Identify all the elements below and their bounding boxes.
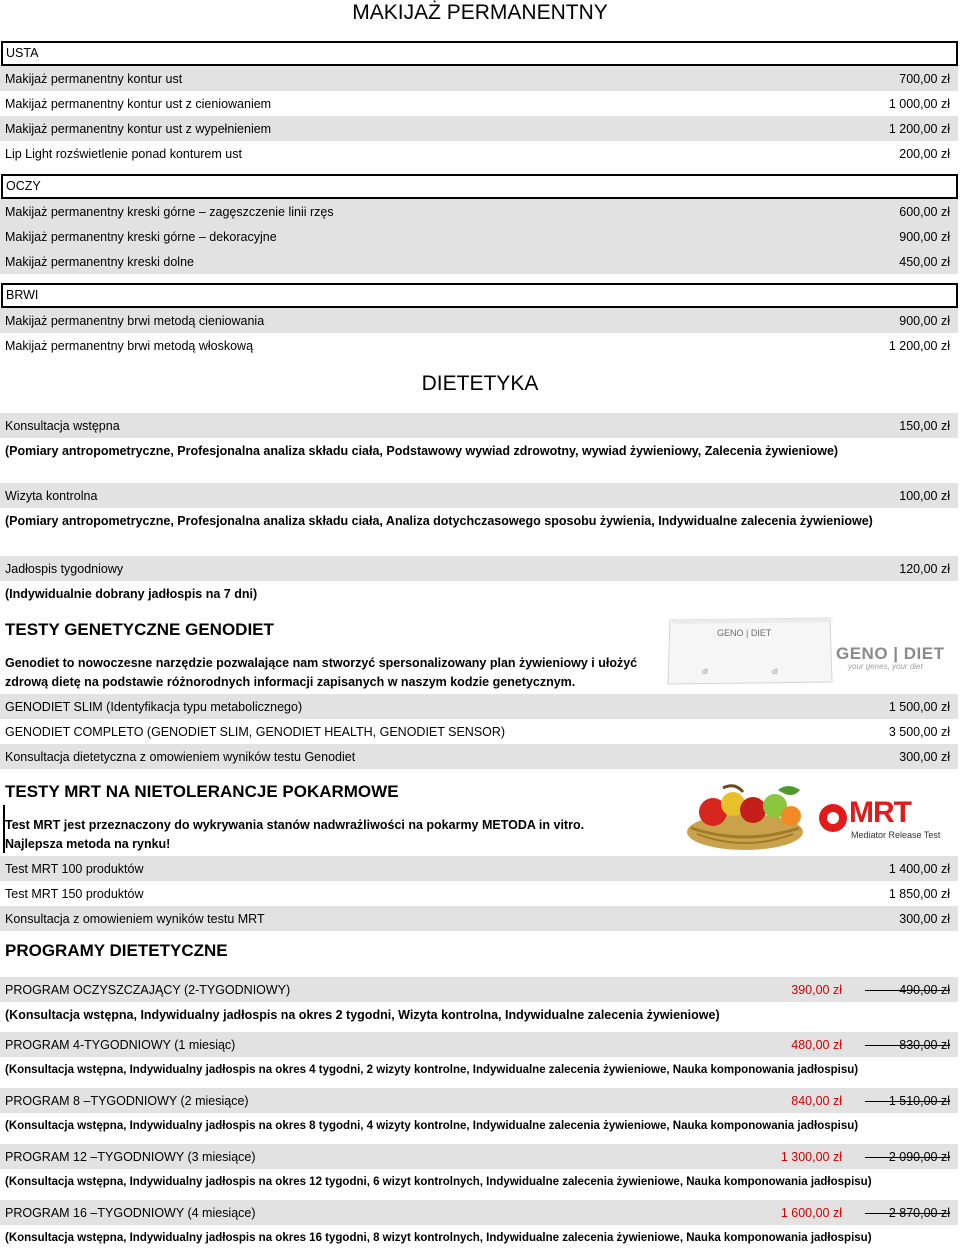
price-row (0, 91, 958, 116)
service-price: 900,00 zł (899, 229, 950, 244)
service-price: 900,00 zł (899, 313, 950, 328)
service-label: Wizyta kontrolna (5, 488, 98, 503)
price-row (0, 413, 958, 438)
program-description: (Konsultacja wstępna, Indywidualny jadłospis na okres 16 tygodni, 8 wizyt kontrolnych, Indywidualne zalecenia żywieniowe, Nauka komponowania jadłospisu) (5, 1231, 872, 1244)
service-price: 300,00 zł (899, 749, 950, 764)
program-label: PROGRAM 12 –TYGODNIOWY (3 miesiące) (5, 1149, 256, 1164)
section-header-usta: USTA (1, 41, 958, 66)
service-label: Makijaż permanentny kreski górne – dekoracyjne (5, 229, 277, 244)
svg-text:df: df (772, 669, 778, 676)
program-old-price (850, 1150, 950, 1164)
mrt-heading: TESTY MRT NA NIETOLERANCJE POKARMOWE (5, 782, 399, 801)
old-price-text: 490,00 zł (899, 982, 950, 997)
program-label: PROGRAM 16 –TYGODNIOWY (4 miesiące) (5, 1205, 256, 1220)
service-label: Makijaż permanentny kontur ust z wypełnieniem (5, 121, 272, 136)
service-price: 1 500,00 zł (888, 699, 950, 714)
section-header-oczy: OCZY (1, 174, 958, 199)
service-label: Konsultacja wstępna (5, 418, 120, 433)
genodiet-tagline: your genes, your diet (848, 662, 923, 671)
service-label: Test MRT 100 produktów (5, 861, 144, 876)
program-old-price (850, 1038, 950, 1052)
price-row (0, 249, 958, 274)
service-price: 600,00 zł (899, 204, 950, 219)
price-row (0, 483, 958, 508)
program-row (0, 977, 958, 1002)
service-label: Makijaż permanentny brwi metodą włoskową (5, 338, 254, 353)
programs-heading: PROGRAMY DIETETYCZNE (5, 941, 228, 960)
fruit-basket-icon (683, 780, 813, 852)
section-header-brwi: BRWI (1, 283, 958, 308)
service-label: Makijaż permanentny kreski dolne (5, 254, 194, 269)
program-label: PROGRAM OCZYSZCZAJĄCY (2-TYGODNIOWY) (5, 982, 291, 997)
program-new-price: 480,00 zł (791, 1037, 842, 1052)
mrt-image (683, 780, 953, 852)
service-price: 450,00 zł (899, 254, 950, 269)
program-old-price (850, 983, 950, 997)
price-row (0, 719, 958, 744)
genodiet-image (662, 616, 954, 688)
service-description: (Pomiary antropometryczne, Profesjonalna analiza składu ciała, Analiza dotychczasowego sposobu żywienia, Indywidualne zalecenia żywieniowe) (5, 513, 873, 528)
program-description: (Konsultacja wstępna, Indywidualny jadłospis na okres 12 tygodni, 6 wizyt kontrolnych, Indywidualne zalecenia żywieniowe, Nauka komponowania jadłospisu) (5, 1175, 872, 1188)
service-price: 300,00 zł (899, 911, 950, 926)
service-price: 100,00 zł (899, 488, 950, 503)
program-old-price (850, 1206, 950, 1220)
service-price: 200,00 zł (899, 146, 950, 161)
program-new-price: 390,00 zł (791, 982, 842, 997)
old-price-text: 830,00 zł (899, 1037, 950, 1052)
service-price: 1 000,00 zł (888, 96, 950, 111)
service-price: 700,00 zł (899, 71, 950, 86)
program-new-price: 840,00 zł (791, 1093, 842, 1108)
service-label: Makijaż permanentny brwi metodą cieniowania (5, 313, 265, 328)
price-row (0, 556, 958, 581)
genodiet-logo: GENO | DIET (836, 644, 945, 663)
price-row (0, 694, 958, 719)
program-description: (Konsultacja wstępna, Indywidualny jadłospis na okres 8 tygodni, 4 wizyty kontrolne, Indywidualne zalecenia żywieniowe, Nauka komponowania jadłospisu) (5, 1119, 859, 1132)
program-description: (Konsultacja wstępna, Indywidualny jadłospis na okres 4 tygodni, 2 wizyty kontrolne, Indywidualne zalecenia żywieniowe, Nauka komponowania jadłospisu) (5, 1063, 859, 1076)
mrt-logo-icon (817, 802, 849, 834)
price-row (0, 308, 958, 333)
genodiet-box-logo: GENO | DIET (717, 628, 772, 638)
service-price: 1 200,00 zł (888, 338, 950, 353)
price-row (0, 333, 958, 358)
program-row (0, 1088, 958, 1113)
service-label: GENODIET COMPLETO (GENODIET SLIM, GENODIET HEALTH, GENODIET SENSOR) (5, 724, 506, 739)
service-description: (Pomiary antropometryczne, Profesjonalna analiza składu ciała, Podstawowy wywiad zdrowotny, wywiad żywieniowy, Zalecenia żywieniowe) (5, 443, 839, 458)
price-row (0, 199, 958, 224)
service-label: Makijaż permanentny kreski górne – zagęszczenie linii rzęs (5, 204, 334, 219)
service-label: GENODIET SLIM (Identyfikacja typu metabolicznego) (5, 699, 303, 714)
service-price: 120,00 zł (899, 561, 950, 576)
service-label: Lip Light rozświetlenie ponad konturem ust (5, 146, 242, 161)
service-label: Konsultacja dietetyczna z omowieniem wyników testu Genodiet (5, 749, 356, 764)
service-price: 150,00 zł (899, 418, 950, 433)
mrt-logo: MRT (849, 796, 911, 829)
mrt-logo-sub: Mediator Release Test (851, 830, 941, 840)
service-label: Jadłospis tygodniowy (5, 561, 124, 576)
price-row (0, 856, 958, 881)
price-row (0, 906, 958, 931)
price-row (0, 141, 958, 166)
genodiet-description: Genodiet to nowoczesne narzędzie pozwalające nam stworzyć spersonalizowany plan żywieniowy i ułożyć zdrową dietę na podstawie różnorodnych informacji zapisanych w naszym kodzie genetycznym. (5, 656, 638, 689)
program-new-price: 1 300,00 zł (780, 1149, 842, 1164)
price-row (0, 116, 958, 141)
program-new-price: 1 600,00 zł (780, 1205, 842, 1220)
price-row (0, 66, 958, 91)
service-label: Makijaż permanentny kontur ust z cieniowaniem (5, 96, 272, 111)
service-label: Test MRT 150 produktów (5, 886, 144, 901)
price-row (0, 224, 958, 249)
mrt-description: Test MRT jest przeznaczony do wykrywania stanów nadwrażliwości na pokarmy METODA in vitro. Najlepsza metoda na rynku! (5, 818, 585, 851)
service-price: 1 200,00 zł (888, 121, 950, 136)
program-row (0, 1144, 958, 1169)
service-label: Konsultacja z omowieniem wyników testu MRT (5, 911, 265, 926)
price-row (0, 744, 958, 769)
page-title: MAKIJAŻ PERMANENTNY (352, 1, 608, 24)
program-label: PROGRAM 4-TYGODNIOWY (1 miesiąc) (5, 1037, 236, 1052)
program-row (0, 1032, 958, 1057)
svg-text:df: df (702, 669, 708, 676)
old-price-text: 1 510,00 zł (888, 1093, 950, 1108)
old-price-text: 2 870,00 zł (888, 1205, 950, 1220)
service-price: 3 500,00 zł (888, 724, 950, 739)
program-old-price (850, 1094, 950, 1108)
section-title-dietetyka: DIETETYKA (421, 372, 539, 395)
genodiet-heading: TESTY GENETYCZNE GENODIET (5, 620, 274, 639)
old-price-text: 2 090,00 zł (888, 1149, 950, 1164)
program-label: PROGRAM 8 –TYGODNIOWY (2 miesiące) (5, 1093, 249, 1108)
program-row (0, 1200, 958, 1225)
service-description: (Indywidualnie dobrany jadłospis na 7 dni) (5, 586, 258, 601)
service-price: 1 850,00 zł (888, 886, 950, 901)
service-price: 1 400,00 zł (888, 861, 950, 876)
service-label: Makijaż permanentny kontur ust (5, 71, 183, 86)
program-description: (Konsultacja wstępna, Indywidualny jadłospis na okres 2 tygodni, Wizyta kontrolna, Indywidualne zalecenia żywieniowe) (5, 1007, 720, 1022)
price-row (0, 881, 958, 906)
